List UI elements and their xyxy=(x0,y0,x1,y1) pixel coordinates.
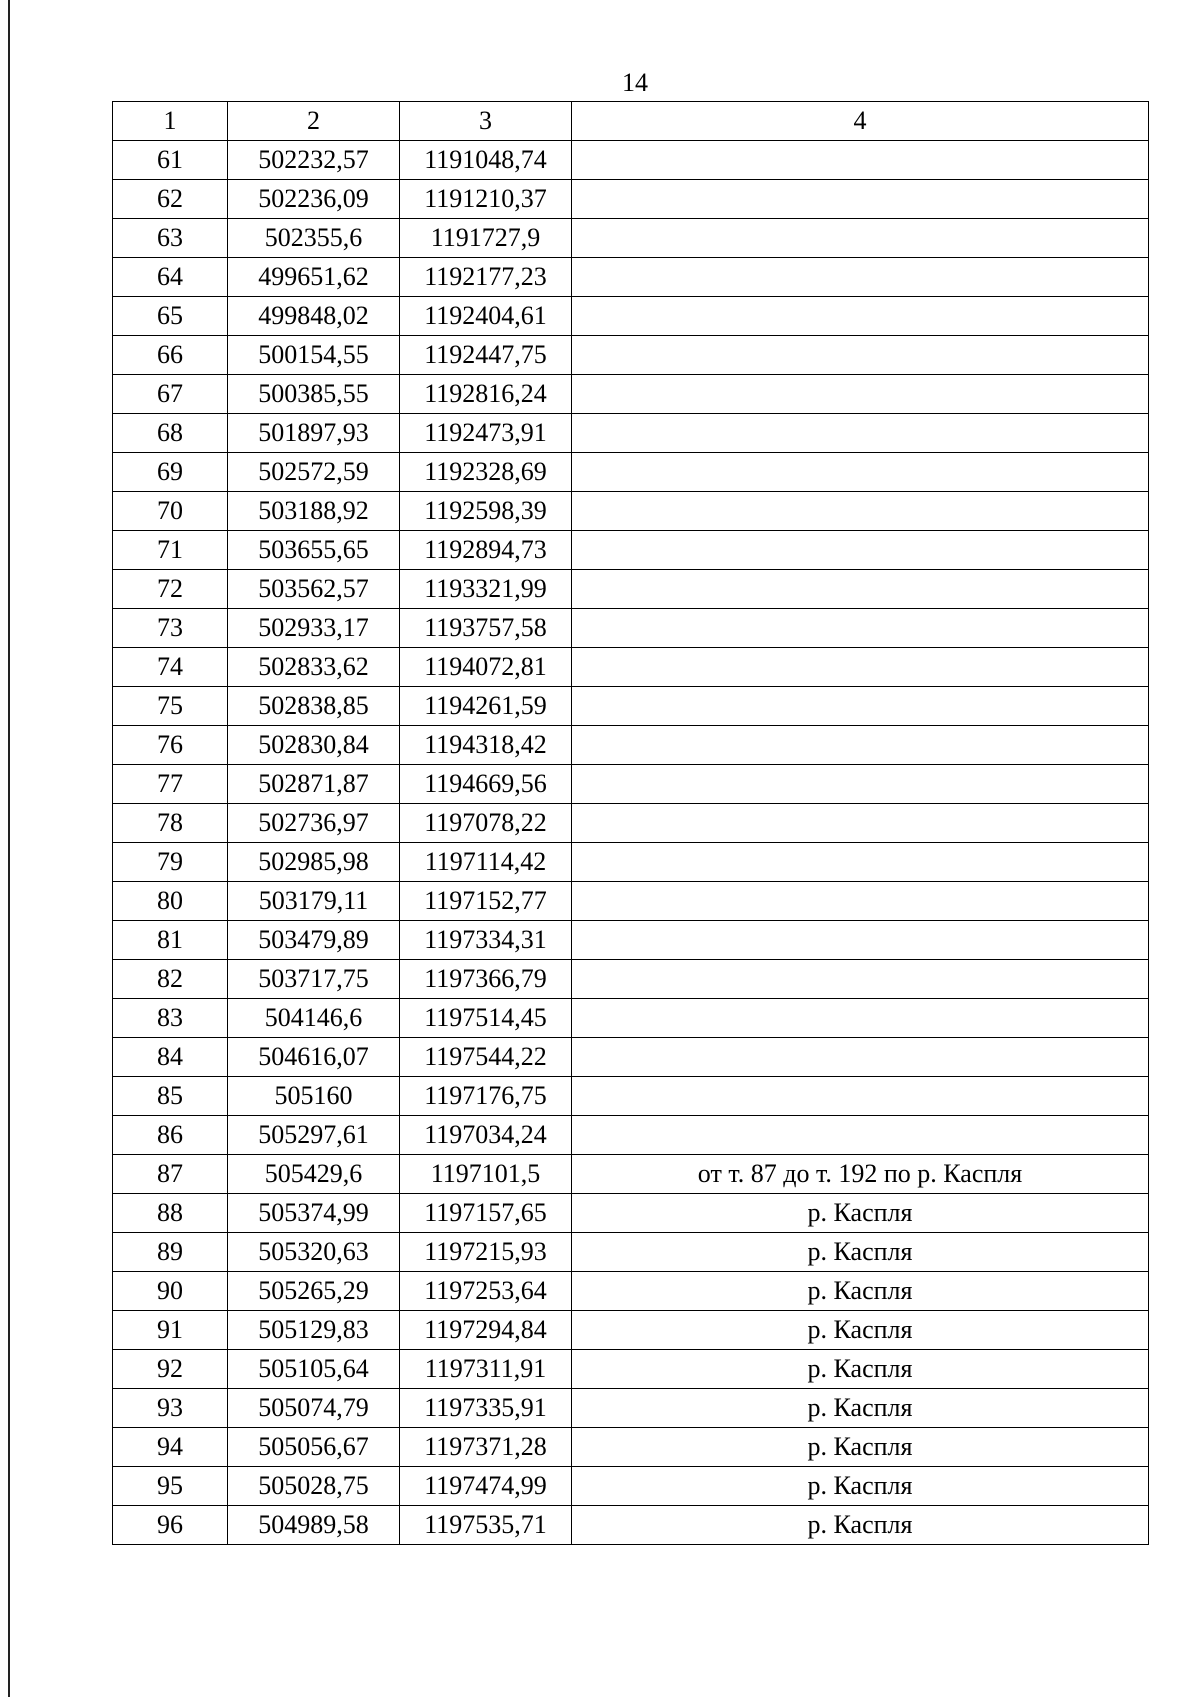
coordinate-x-cell: 505160 xyxy=(228,1077,400,1116)
description-cell xyxy=(572,687,1149,726)
description-cell xyxy=(572,453,1149,492)
coordinate-x-cell: 502985,98 xyxy=(228,843,400,882)
point-number-cell: 87 xyxy=(113,1155,228,1194)
point-number-cell: 94 xyxy=(113,1428,228,1467)
table-row xyxy=(113,1116,1149,1155)
point-number-cell: 65 xyxy=(113,297,228,336)
table-row xyxy=(113,687,1149,726)
description-cell: р. Каспля xyxy=(572,1506,1149,1545)
coordinate-x-cell: 502355,6 xyxy=(228,219,400,258)
header-cell-3: 3 xyxy=(400,102,572,141)
coordinate-y-cell: 1197334,31 xyxy=(400,921,572,960)
coordinate-y-cell: 1197544,22 xyxy=(400,1038,572,1077)
coordinate-x-cell: 505028,75 xyxy=(228,1467,400,1506)
description-cell: р. Каспля xyxy=(572,1350,1149,1389)
table-header-row xyxy=(113,102,1149,141)
coordinate-x-cell: 504146,6 xyxy=(228,999,400,1038)
table-row xyxy=(113,414,1149,453)
coordinate-y-cell: 1197294,84 xyxy=(400,1311,572,1350)
coordinate-x-cell: 505074,79 xyxy=(228,1389,400,1428)
table-row xyxy=(113,648,1149,687)
point-number-cell: 67 xyxy=(113,375,228,414)
coordinate-y-cell: 1197114,42 xyxy=(400,843,572,882)
point-number-cell: 93 xyxy=(113,1389,228,1428)
coordinate-x-cell: 500154,55 xyxy=(228,336,400,375)
description-cell: р. Каспля xyxy=(572,1311,1149,1350)
description-cell xyxy=(572,960,1149,999)
coordinate-x-cell: 502572,59 xyxy=(228,453,400,492)
table-row xyxy=(113,180,1149,219)
table-row xyxy=(113,1506,1149,1545)
description-cell xyxy=(572,1038,1149,1077)
coordinate-y-cell: 1192447,75 xyxy=(400,336,572,375)
coordinate-x-cell: 505105,64 xyxy=(228,1350,400,1389)
point-number-cell: 76 xyxy=(113,726,228,765)
point-number-cell: 96 xyxy=(113,1506,228,1545)
table-row xyxy=(113,258,1149,297)
coordinate-y-cell: 1197474,99 xyxy=(400,1467,572,1506)
coordinate-y-cell: 1193757,58 xyxy=(400,609,572,648)
description-cell: р. Каспля xyxy=(572,1194,1149,1233)
point-number-cell: 88 xyxy=(113,1194,228,1233)
description-cell xyxy=(572,843,1149,882)
point-number-cell: 77 xyxy=(113,765,228,804)
description-cell xyxy=(572,882,1149,921)
table-row xyxy=(113,1389,1149,1428)
coordinate-x-cell: 500385,55 xyxy=(228,375,400,414)
coordinate-x-cell: 503479,89 xyxy=(228,921,400,960)
point-number-cell: 61 xyxy=(113,141,228,180)
coordinate-x-cell: 505374,99 xyxy=(228,1194,400,1233)
table-row xyxy=(113,570,1149,609)
description-cell xyxy=(572,1077,1149,1116)
description-cell: р. Каспля xyxy=(572,1428,1149,1467)
description-cell: р. Каспля xyxy=(572,1467,1149,1506)
point-number-cell: 66 xyxy=(113,336,228,375)
description-cell xyxy=(572,180,1149,219)
coordinate-y-cell: 1197176,75 xyxy=(400,1077,572,1116)
coordinate-x-cell: 505429,6 xyxy=(228,1155,400,1194)
coordinate-x-cell: 503655,65 xyxy=(228,531,400,570)
point-number-cell: 90 xyxy=(113,1272,228,1311)
description-cell xyxy=(572,921,1149,960)
table-row xyxy=(113,1428,1149,1467)
coordinate-y-cell: 1197335,91 xyxy=(400,1389,572,1428)
table-row xyxy=(113,1350,1149,1389)
table-row xyxy=(113,1272,1149,1311)
description-cell xyxy=(572,531,1149,570)
coordinate-y-cell: 1194072,81 xyxy=(400,648,572,687)
table-row xyxy=(113,843,1149,882)
coordinate-x-cell: 502736,97 xyxy=(228,804,400,843)
coordinate-y-cell: 1197152,77 xyxy=(400,882,572,921)
description-cell xyxy=(572,999,1149,1038)
description-cell xyxy=(572,141,1149,180)
description-cell: р. Каспля xyxy=(572,1272,1149,1311)
coordinate-y-cell: 1197034,24 xyxy=(400,1116,572,1155)
point-number-cell: 63 xyxy=(113,219,228,258)
coordinate-y-cell: 1197157,65 xyxy=(400,1194,572,1233)
coordinate-y-cell: 1192404,61 xyxy=(400,297,572,336)
coordinate-y-cell: 1192894,73 xyxy=(400,531,572,570)
table-row xyxy=(113,297,1149,336)
table-row xyxy=(113,999,1149,1038)
coordinate-x-cell: 502236,09 xyxy=(228,180,400,219)
coordinate-x-cell: 505129,83 xyxy=(228,1311,400,1350)
coordinate-y-cell: 1193321,99 xyxy=(400,570,572,609)
point-number-cell: 86 xyxy=(113,1116,228,1155)
point-number-cell: 71 xyxy=(113,531,228,570)
coordinate-x-cell: 502833,62 xyxy=(228,648,400,687)
table-row xyxy=(113,765,1149,804)
point-number-cell: 62 xyxy=(113,180,228,219)
coordinate-y-cell: 1192816,24 xyxy=(400,375,572,414)
coordinate-x-cell: 502830,84 xyxy=(228,726,400,765)
description-cell xyxy=(572,414,1149,453)
coordinate-y-cell: 1192598,39 xyxy=(400,492,572,531)
point-number-cell: 78 xyxy=(113,804,228,843)
table-row xyxy=(113,1311,1149,1350)
point-number-cell: 72 xyxy=(113,570,228,609)
table-row xyxy=(113,1155,1149,1194)
coordinate-y-cell: 1197215,93 xyxy=(400,1233,572,1272)
coordinate-y-cell: 1197078,22 xyxy=(400,804,572,843)
coordinate-x-cell: 503562,57 xyxy=(228,570,400,609)
table-row xyxy=(113,531,1149,570)
header-cell-1: 1 xyxy=(113,102,228,141)
description-cell xyxy=(572,219,1149,258)
description-cell xyxy=(572,765,1149,804)
description-cell xyxy=(572,609,1149,648)
coordinate-y-cell: 1191727,9 xyxy=(400,219,572,258)
table-row xyxy=(113,1467,1149,1506)
coordinate-x-cell: 505056,67 xyxy=(228,1428,400,1467)
coordinates-table xyxy=(112,101,1149,1545)
coordinate-x-cell: 502871,87 xyxy=(228,765,400,804)
point-number-cell: 64 xyxy=(113,258,228,297)
table-row xyxy=(113,141,1149,180)
table-row xyxy=(113,375,1149,414)
point-number-cell: 91 xyxy=(113,1311,228,1350)
coordinate-x-cell: 499848,02 xyxy=(228,297,400,336)
description-cell xyxy=(572,375,1149,414)
coordinate-x-cell: 502933,17 xyxy=(228,609,400,648)
table-row xyxy=(113,1233,1149,1272)
coordinate-y-cell: 1197514,45 xyxy=(400,999,572,1038)
table-row xyxy=(113,219,1149,258)
coordinate-x-cell: 505320,63 xyxy=(228,1233,400,1272)
point-number-cell: 89 xyxy=(113,1233,228,1272)
coordinate-x-cell: 503188,92 xyxy=(228,492,400,531)
point-number-cell: 68 xyxy=(113,414,228,453)
point-number-cell: 70 xyxy=(113,492,228,531)
coordinate-x-cell: 505265,29 xyxy=(228,1272,400,1311)
coordinate-x-cell: 502232,57 xyxy=(228,141,400,180)
description-cell xyxy=(572,1116,1149,1155)
coordinate-y-cell: 1194261,59 xyxy=(400,687,572,726)
point-number-cell: 82 xyxy=(113,960,228,999)
coordinate-x-cell: 503179,11 xyxy=(228,882,400,921)
coordinate-y-cell: 1197101,5 xyxy=(400,1155,572,1194)
page-left-edge-line xyxy=(8,0,10,1697)
coordinate-x-cell: 504616,07 xyxy=(228,1038,400,1077)
description-cell: от т. 87 до т. 192 по р. Каспля xyxy=(572,1155,1149,1194)
table-row xyxy=(113,804,1149,843)
table-row xyxy=(113,882,1149,921)
coordinate-y-cell: 1192473,91 xyxy=(400,414,572,453)
point-number-cell: 69 xyxy=(113,453,228,492)
coordinate-x-cell: 502838,85 xyxy=(228,687,400,726)
point-number-cell: 95 xyxy=(113,1467,228,1506)
table-row xyxy=(113,960,1149,999)
table-row xyxy=(113,492,1149,531)
table-row xyxy=(113,921,1149,960)
table-row xyxy=(113,1194,1149,1233)
header-cell-2: 2 xyxy=(228,102,400,141)
description-cell: р. Каспля xyxy=(572,1233,1149,1272)
description-cell xyxy=(572,492,1149,531)
description-cell xyxy=(572,648,1149,687)
description-cell xyxy=(572,258,1149,297)
description-cell xyxy=(572,336,1149,375)
table-row xyxy=(113,1038,1149,1077)
description-cell xyxy=(572,570,1149,609)
point-number-cell: 74 xyxy=(113,648,228,687)
description-cell xyxy=(572,297,1149,336)
header-cell-4: 4 xyxy=(572,102,1149,141)
point-number-cell: 85 xyxy=(113,1077,228,1116)
coordinate-y-cell: 1194669,56 xyxy=(400,765,572,804)
coordinate-x-cell: 503717,75 xyxy=(228,960,400,999)
point-number-cell: 81 xyxy=(113,921,228,960)
coordinate-y-cell: 1192177,23 xyxy=(400,258,572,297)
description-cell xyxy=(572,726,1149,765)
coordinate-y-cell: 1197311,91 xyxy=(400,1350,572,1389)
coordinate-y-cell: 1191210,37 xyxy=(400,180,572,219)
description-cell xyxy=(572,804,1149,843)
table-row xyxy=(113,1077,1149,1116)
table-row xyxy=(113,336,1149,375)
point-number-cell: 92 xyxy=(113,1350,228,1389)
table-row xyxy=(113,726,1149,765)
coordinate-y-cell: 1197535,71 xyxy=(400,1506,572,1545)
coordinate-y-cell: 1194318,42 xyxy=(400,726,572,765)
table-body xyxy=(113,141,1149,1545)
page-number: 14 xyxy=(622,68,648,97)
point-number-cell: 75 xyxy=(113,687,228,726)
coordinate-y-cell: 1197366,79 xyxy=(400,960,572,999)
table-row xyxy=(113,609,1149,648)
coordinate-x-cell: 501897,93 xyxy=(228,414,400,453)
coordinate-x-cell: 499651,62 xyxy=(228,258,400,297)
point-number-cell: 79 xyxy=(113,843,228,882)
point-number-cell: 73 xyxy=(113,609,228,648)
coordinate-y-cell: 1197371,28 xyxy=(400,1428,572,1467)
table-row xyxy=(113,453,1149,492)
point-number-cell: 83 xyxy=(113,999,228,1038)
coordinate-x-cell: 504989,58 xyxy=(228,1506,400,1545)
coordinate-y-cell: 1191048,74 xyxy=(400,141,572,180)
coordinate-x-cell: 505297,61 xyxy=(228,1116,400,1155)
point-number-cell: 80 xyxy=(113,882,228,921)
description-cell: р. Каспля xyxy=(572,1389,1149,1428)
point-number-cell: 84 xyxy=(113,1038,228,1077)
coordinate-y-cell: 1197253,64 xyxy=(400,1272,572,1311)
coordinate-y-cell: 1192328,69 xyxy=(400,453,572,492)
